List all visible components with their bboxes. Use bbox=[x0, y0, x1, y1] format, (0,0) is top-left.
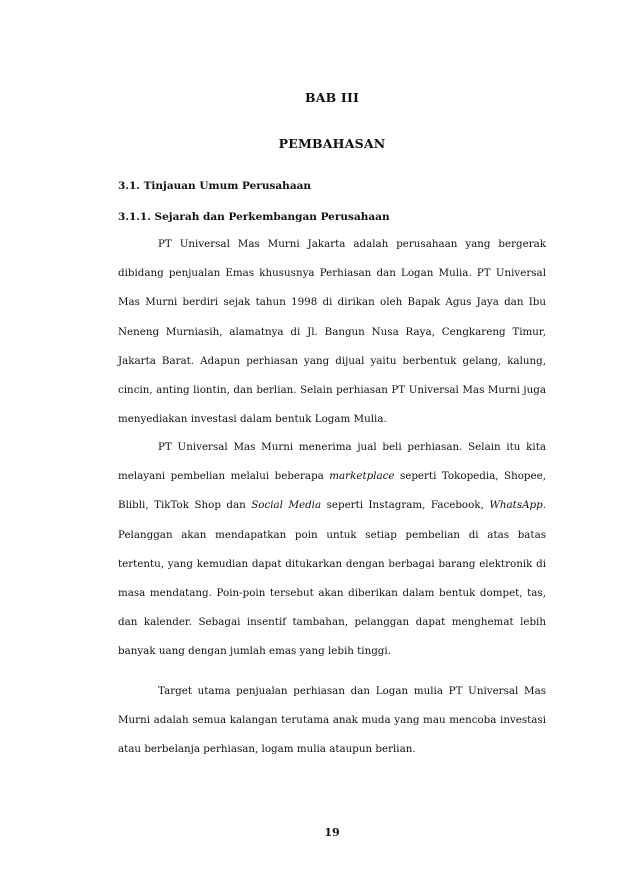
paragraph-sales-channels bbox=[118, 433, 546, 667]
chapter-label: BAB III bbox=[304, 90, 360, 105]
paragraph-company-history: PT Universal Mas Murni Jakarta adalah perusahaan yang bergerak dibidang penjualan Emas khususnya Perhiasan dan Logan Mulia. PT Universal Mas Murni berdiri sejak tahun 1998 di dirikan oleh Bapak Agus Jaya dan Ibu Neneng Murniasih, alamatnya di Jl. Bangun Nusa Raya, Cengkareng Timur, Jakarta Barat. Adapun perhiasan yang dijual yaitu berbentuk gelang, kalung, cincin, anting liontin, dan berlian. Selain perhiasan PT Universal Mas Murni juga menyediakan investasi dalam bentuk Logam Mulia. bbox=[118, 238, 546, 426]
paragraph-2-text-2: seperti Tokopedia, Shopee, Blibli, TikTok Shop dan bbox=[118, 470, 546, 512]
section-heading: 3.1. Tinjauan Umum Perusahaan bbox=[118, 180, 312, 192]
page-number: 19 bbox=[324, 826, 340, 839]
subsection-heading: 3.1.1. Sejarah dan Perkembangan Perusahaan bbox=[118, 211, 390, 223]
paragraph-2-text-1: PT Universal Mas Murni menerima jual beli perhiasan. Selain itu kita melayani pembelian melalui beberapa bbox=[118, 441, 546, 483]
term-marketplace: marketplace bbox=[329, 470, 395, 483]
term-social-media: Social Media bbox=[251, 499, 322, 512]
chapter-title: PEMBAHASAN bbox=[278, 136, 386, 151]
paragraph-2-text-3: seperti Instagram, Facebook, bbox=[321, 499, 490, 512]
term-whatsapp: WhatsApp bbox=[489, 499, 543, 512]
paragraph-2-text-4: . Pelanggan akan mendapatkan poin untuk setiap pembelian di atas batas tertentu, yang kemudian dapat ditukarkan dengan berbagai barang elektronik di masa mendatang. Poin-poin tersebut akan diberikan dalam bentuk dompet, tas, dan kalender. Sebagai insentif tambahan, pelanggan dapat menghemat lebih banyak uang dengan jumlah emas yang lebih tinggi. bbox=[118, 499, 547, 658]
paragraph-target-market: Target utama penjualan perhiasan dan Logan mulia PT Universal Mas Murni adalah semua kalangan terutama anak muda yang mau mencoba investasi atau berbelanja perhiasan, logam mulia ataupun berlian. bbox=[118, 685, 546, 756]
